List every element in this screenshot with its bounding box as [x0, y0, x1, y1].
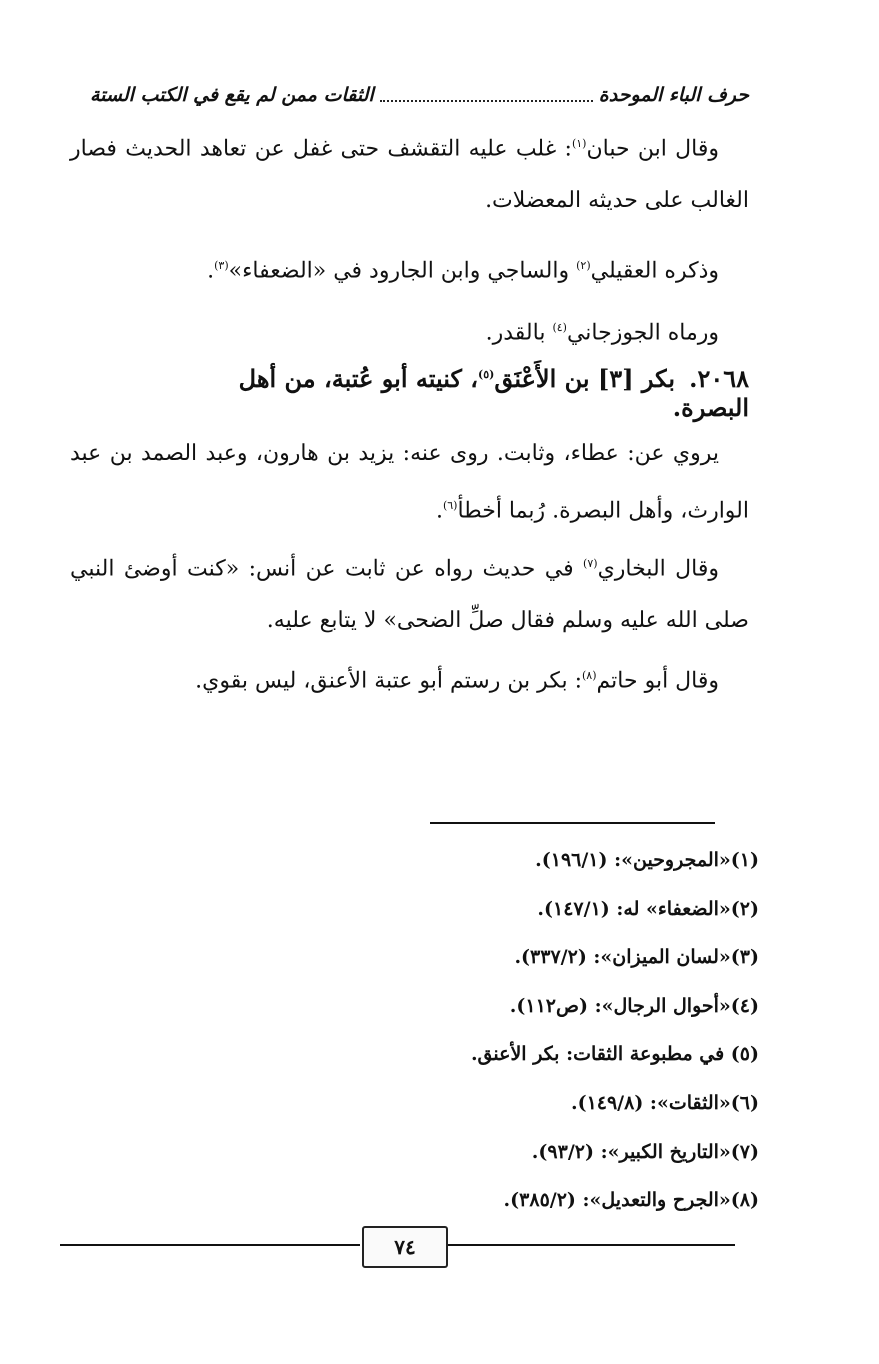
paragraph-text: في حديث رواه عن ثابت عن أنس: «كنت أوضئ النبي صلى الله عليه وسلم فقال صلِّ الضحى» لا يتابع عليه. — [70, 556, 749, 634]
paragraph-text: يروي عن: عطاء، وثابت. روى عنه: يزيد بن هارون، وعبد الصمد بن عبد الوارث، وأهل البصرة. رُبما أخطأ — [70, 441, 749, 524]
paragraph-text: : غلب عليه التقشف حتى غفل عن تعاهد الحديث فصار الغالب على حديثه المعضلات. — [70, 136, 749, 214]
paragraph-text: وقال أبو حاتم — [596, 668, 719, 694]
footnote-2: (٢)«الضعفاء» له: (١٤٧/١). — [537, 897, 759, 920]
entry-name: بكر [٣] بن الأَعْنَق — [494, 364, 676, 393]
footnote-5: (٥) في مطبوعة الثقات: بكر الأعنق. — [470, 1043, 759, 1066]
paragraph-text: والساجي وابن الجارود في «الضعفاء» — [228, 258, 577, 284]
paragraph-text: . — [435, 498, 443, 524]
paragraph-text: . — [207, 258, 215, 284]
footnotes — [300, 836, 759, 1225]
footnote-1: (١)«المجروحين»: (١٩٦/١). — [535, 849, 759, 871]
footnote-separator — [430, 822, 715, 824]
footnote-ref: (٦) — [442, 499, 458, 512]
footnote-7: (٧)«التاريخ الكبير»: (٩٣/٢). — [531, 1140, 759, 1163]
footnote-4: (٤)«أحوال الرجال»: (ص١١٢). — [509, 994, 759, 1017]
paragraph-abu-hatim — [70, 650, 749, 707]
footnote-ref: (٤) — [552, 321, 567, 334]
entry-description: ، كنيته أبو عُتبة، من أهل البصرة. — [238, 364, 749, 422]
paragraph-narrations — [70, 428, 749, 537]
page-number: ٧٤ — [362, 1226, 448, 1268]
entry-number: ٢٠٦٨. — [689, 364, 749, 393]
footnote-ref: (٢) — [576, 259, 591, 272]
paragraph-bukhari — [70, 538, 749, 647]
bottom-rule-right — [445, 1244, 735, 1246]
paragraph-text: : بكر بن رستم أبو عتبة الأعنق، ليس بقوي. — [195, 668, 582, 694]
paragraph-text: وذكره العقيلي — [590, 258, 719, 284]
paragraph-text: وقال ابن حبان — [586, 136, 719, 162]
footnote-ref: (١) — [571, 137, 587, 150]
footnote-8: (٨)«الجرح والتعديل»: (٣٨٥/٢). — [503, 1189, 759, 1212]
header-book-title: الثقات ممن لم يقع في الكتب الستة — [90, 84, 374, 106]
paragraph-ibn-hibban — [70, 118, 749, 227]
bottom-rule-left — [60, 1244, 360, 1246]
header-chapter: حرف الباء الموحدة — [598, 84, 749, 106]
footnote-ref: (٥) — [477, 368, 495, 381]
paragraph-juzjani — [70, 302, 749, 359]
footnote-ref: (٧) — [583, 557, 598, 570]
running-header — [90, 78, 749, 112]
paragraph-text: بالقدر. — [485, 320, 553, 346]
footnote-ref: (٣) — [214, 259, 229, 272]
footnote-ref: (٨) — [582, 669, 597, 682]
paragraph-text: وقال البخاري — [597, 556, 719, 582]
header-dots — [380, 88, 593, 102]
paragraph-uqayli — [70, 240, 749, 297]
footnote-3: (٣)«لسان الميزان»: (٣٣٧/٢). — [514, 946, 759, 969]
entry-heading — [160, 364, 749, 422]
footnote-6: (٦)«الثقات»: (١٤٩/٨). — [570, 1091, 759, 1114]
paragraph-text: ورماه الجوزجاني — [566, 320, 719, 346]
